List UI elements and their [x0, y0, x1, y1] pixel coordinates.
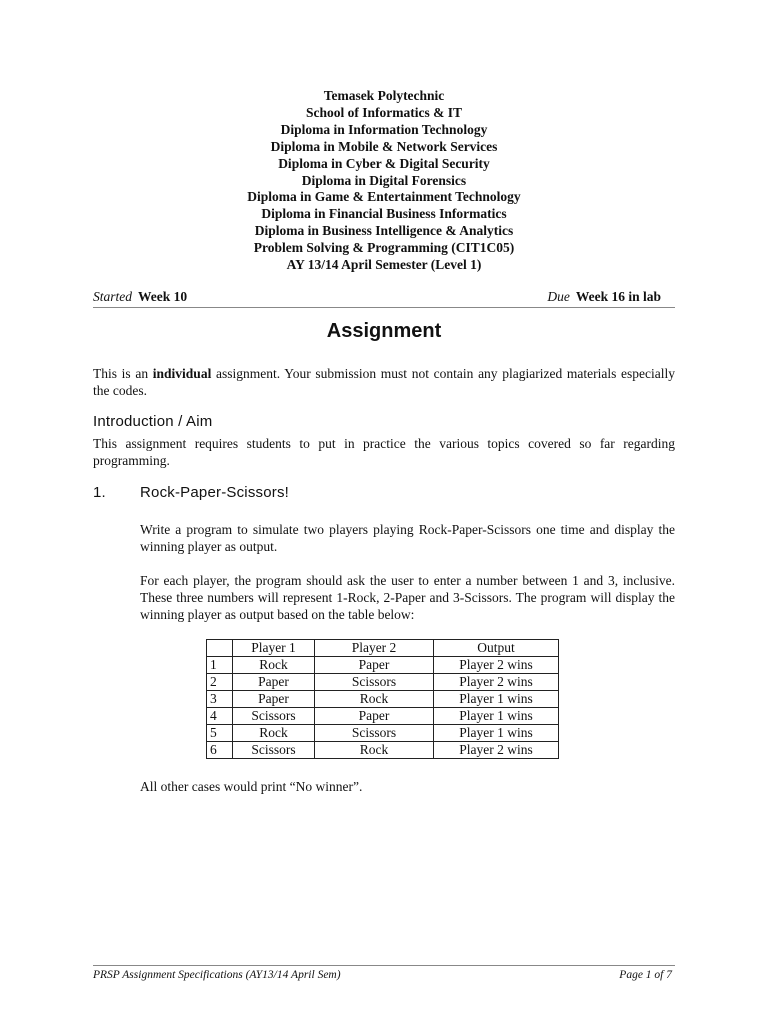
table-cell: 4: [207, 708, 233, 725]
table-cell: Player 2 wins: [434, 657, 559, 674]
document-header: [0, 88, 768, 274]
table-cell: Scissors: [315, 725, 434, 742]
header-line: Diploma in Digital Forensics: [301, 172, 467, 188]
table-cell: Rock: [315, 742, 434, 759]
table-cell: Player 1 wins: [434, 691, 559, 708]
due-info: [547, 289, 661, 305]
due-label: Due: [547, 289, 570, 304]
header-line: Temasek Polytechnic: [323, 88, 445, 103]
section-title: Rock-Paper-Scissors!: [140, 484, 290, 501]
table-cell: 1: [207, 657, 233, 674]
page-title: Assignment: [326, 320, 442, 342]
started-value: Week 10: [138, 289, 188, 304]
table-cell: Rock: [315, 691, 434, 708]
task-description: Write a program to simulate two players playing Rock-Paper-Scissors one time and display the winning player as output.: [140, 522, 675, 554]
table-header-cell: Output: [434, 640, 559, 657]
header-line: Diploma in Game & Entertainment Technology: [247, 189, 521, 205]
table-cell: 2: [207, 674, 233, 691]
table-cell: Player 1 wins: [434, 725, 559, 742]
header-line: Diploma in Financial Business Informatics: [261, 206, 507, 222]
table-cell: Paper: [233, 691, 315, 708]
table-cell: 6: [207, 742, 233, 759]
table-row: [207, 708, 559, 725]
table-header-cell: [207, 640, 233, 657]
task-input-description: For each player, the program should ask the user to enter a number between 1 and 3, inclusive. These three numbers will represent 1-Rock, 2-Paper and 3-Scissors. The program will display the winning player as output based on the table below:: [140, 573, 675, 622]
header-line: Diploma in Information Technology: [280, 121, 488, 137]
table-cell: Player 1 wins: [434, 708, 559, 725]
header-line: Diploma in Cyber & Digital Security: [278, 155, 490, 171]
table-header-cell: Player 1: [233, 640, 315, 657]
table-cell: Scissors: [315, 674, 434, 691]
table-row: [207, 725, 559, 742]
header-line: Diploma in Business Intelligence & Analytics: [254, 223, 514, 239]
section-number: 1.: [93, 484, 106, 501]
intro-paragraph: [93, 365, 675, 399]
table-cell: Player 2 wins: [434, 742, 559, 759]
schedule-row: [93, 288, 675, 308]
intro-emphasis: individual: [152, 366, 212, 381]
header-line: Problem Solving & Programming (CIT1C05): [253, 240, 515, 256]
table-cell: Player 2 wins: [434, 674, 559, 691]
table-cell: Rock: [233, 725, 315, 742]
outcome-table: [206, 639, 559, 759]
due-value: Week 16 in lab: [575, 289, 661, 304]
section-heading: [93, 484, 289, 501]
table-cell: Scissors: [233, 742, 315, 759]
page-footer: [93, 965, 675, 984]
table-cell: Paper: [233, 674, 315, 691]
header-line: Diploma in Mobile & Network Services: [270, 138, 498, 154]
header-line: School of Informatics & IT: [306, 104, 462, 120]
table-row: [207, 691, 559, 708]
table-header-cell: Player 2: [315, 640, 434, 657]
table-cell: 3: [207, 691, 233, 708]
started-label: Started: [93, 289, 132, 304]
aim-heading: Introduction / Aim: [93, 413, 213, 430]
table-row: [207, 674, 559, 691]
aim-paragraph: This assignment requires students to put in practice the various topics covered so far regarding programming.: [93, 436, 675, 468]
table-cell: Paper: [315, 708, 434, 725]
other-cases-note: All other cases would print “No winner”.: [140, 779, 363, 794]
intro-text-start: This is an: [93, 366, 153, 381]
footer-document-title: PRSP Assignment Specifications (AY13/14 April Sem): [93, 969, 341, 981]
page-number: Page 1 of 7: [619, 969, 672, 981]
table-row: [207, 657, 559, 674]
started-info: [93, 289, 187, 305]
table-cell: Scissors: [233, 708, 315, 725]
intro-text-end: assignment. Your submission must not contain any plagiarized materials especially the codes.: [93, 366, 675, 398]
table-row: [207, 742, 559, 759]
table-cell: 5: [207, 725, 233, 742]
header-line: AY 13/14 April Semester (Level 1): [286, 257, 482, 273]
table-cell: Rock: [233, 657, 315, 674]
table-cell: Paper: [315, 657, 434, 674]
table-header-row: [207, 640, 559, 657]
